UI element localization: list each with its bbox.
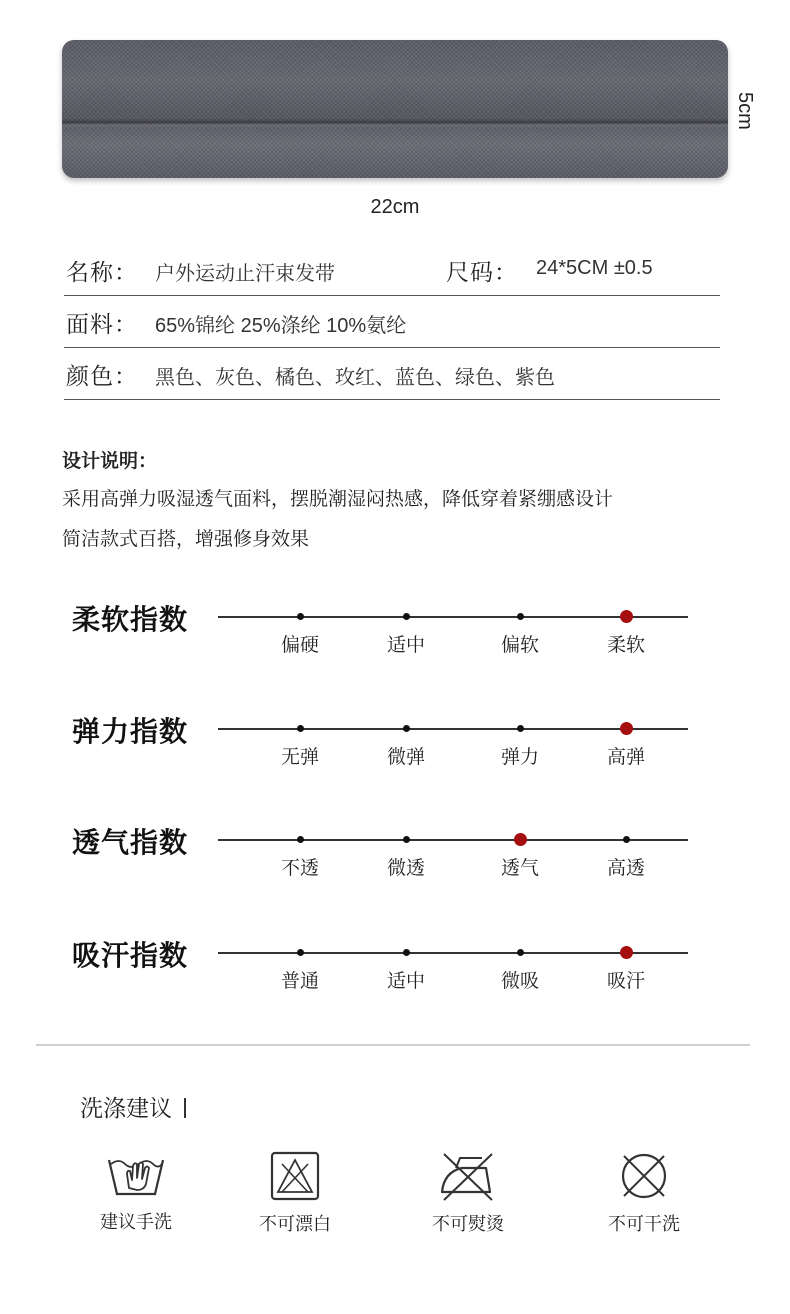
scale-level-label: 微弹 xyxy=(386,747,425,768)
wash-title xyxy=(80,1090,186,1123)
wash-label: 建议手洗 xyxy=(100,1212,172,1232)
no-bleach-icon xyxy=(269,1150,321,1202)
index-name: 弹力指数 xyxy=(72,716,189,747)
scale-dot xyxy=(517,725,524,732)
scale-dot xyxy=(517,613,524,620)
scale-level-label: 吸汗 xyxy=(606,971,645,992)
no-iron-icon xyxy=(438,1150,498,1202)
title-bar xyxy=(184,1098,186,1118)
name-value: 户外运动止汗束发带 xyxy=(155,263,335,285)
headband-seam xyxy=(62,118,728,128)
spec-row-fabric xyxy=(64,296,720,348)
index-absorption xyxy=(0,934,790,994)
scale-level-label: 柔软 xyxy=(606,635,645,656)
scale-level-label: 高透 xyxy=(606,858,645,879)
scale-dot-selected xyxy=(620,946,633,959)
scale-dot xyxy=(297,613,304,620)
product-image xyxy=(62,40,728,178)
color-value: 黑色、灰色、橘色、玫红、蓝色、绿色、紫色 xyxy=(155,367,555,389)
color-label: 颜色： xyxy=(66,363,138,389)
fabric-value: 65%锦纶 25%涤纶 10%氨纶 xyxy=(155,315,407,337)
scale-dot xyxy=(623,836,630,843)
scale-level-label: 普通 xyxy=(280,971,319,992)
scale-level-label: 偏软 xyxy=(500,635,539,656)
index-name: 柔软指数 xyxy=(72,604,189,635)
wash-item-no-iron xyxy=(403,1150,533,1236)
width-dimension: 22cm xyxy=(370,196,420,218)
scale-level-label: 无弹 xyxy=(280,747,319,768)
design-line-1: 采用高弹力吸湿透气面料，摆脱潮湿闷热感，降低穿着紧绷感设计 xyxy=(62,489,614,510)
scale-level-label: 偏硬 xyxy=(280,635,319,656)
spec-row-color xyxy=(64,348,720,400)
scale-dot-selected xyxy=(620,610,633,623)
scale-dot-selected xyxy=(514,833,527,846)
no-dry-clean-icon xyxy=(618,1150,670,1202)
wash-label: 不可干洗 xyxy=(608,1214,680,1234)
scale-dot xyxy=(403,613,410,620)
index-name: 吸汗指数 xyxy=(72,940,189,971)
wash-item-no-bleach xyxy=(230,1150,360,1236)
index-track xyxy=(218,952,688,954)
scale-level-label: 弹力 xyxy=(500,747,539,768)
section-divider xyxy=(36,1044,750,1046)
scale-level-label: 微吸 xyxy=(500,971,539,992)
scale-dot xyxy=(403,725,410,732)
scale-level-label: 高弹 xyxy=(606,747,645,768)
wash-item-no-dry-clean xyxy=(579,1150,709,1236)
scale-dot xyxy=(297,836,304,843)
scale-level-label: 适中 xyxy=(386,635,425,656)
wash-title-text: 洗涤建议 xyxy=(80,1095,172,1121)
index-softness xyxy=(0,598,790,658)
size-label: 尺码： xyxy=(446,259,518,285)
index-track xyxy=(218,728,688,730)
scale-dot xyxy=(403,949,410,956)
wash-item-hand-wash xyxy=(71,1150,201,1234)
name-label: 名称： xyxy=(66,259,138,285)
design-line-2: 简洁款式百搭，增强修身效果 xyxy=(62,529,310,550)
scale-dot-selected xyxy=(620,722,633,735)
fabric-label: 面料： xyxy=(66,311,138,337)
scale-level-label: 微透 xyxy=(386,858,425,879)
index-track xyxy=(218,839,688,841)
index-name: 透气指数 xyxy=(72,827,189,858)
size-value: 24*5CM ±0.5 xyxy=(536,257,653,279)
spec-row-name xyxy=(64,244,720,296)
scale-dot xyxy=(517,949,524,956)
index-elasticity xyxy=(0,710,790,770)
scale-level-label: 透气 xyxy=(500,858,539,879)
index-track xyxy=(218,616,688,618)
hand-wash-icon xyxy=(105,1150,167,1200)
scale-dot xyxy=(403,836,410,843)
wash-label: 不可漂白 xyxy=(259,1214,331,1234)
wash-label: 不可熨烫 xyxy=(432,1214,504,1234)
design-title: 设计说明： xyxy=(62,451,158,472)
scale-dot xyxy=(297,949,304,956)
scale-level-label: 不透 xyxy=(280,858,319,879)
height-dimension: 5cm xyxy=(734,92,756,130)
index-breathability xyxy=(0,821,790,881)
scale-level-label: 适中 xyxy=(386,971,425,992)
scale-dot xyxy=(297,725,304,732)
